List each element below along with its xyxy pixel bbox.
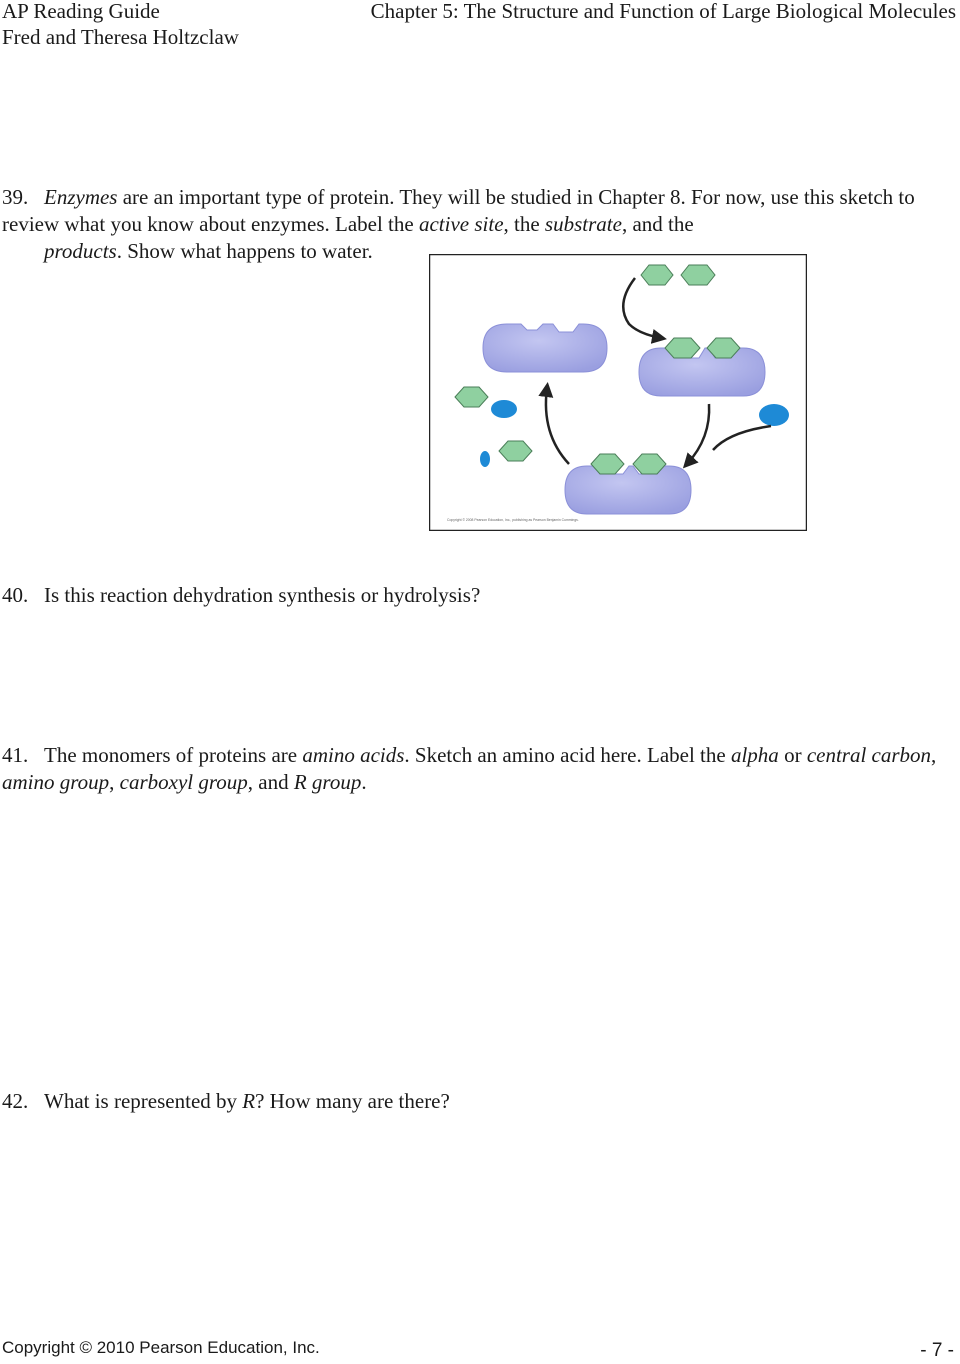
question-42	[2, 1088, 450, 1115]
free-hexagon	[681, 265, 715, 285]
water-molecule	[491, 400, 517, 418]
question-text: ? How many are there?	[255, 1089, 450, 1113]
term-amino-acids: amino acids	[302, 743, 405, 767]
question-text: , the	[503, 212, 545, 236]
question-text: The monomers of proteins are	[44, 743, 303, 767]
water-molecule	[480, 451, 490, 467]
water-molecule	[759, 404, 789, 426]
header-chapter-title: Chapter 5: The Structure and Function of Large Biological Molecules	[370, 0, 956, 23]
question-number: 40.	[2, 583, 29, 607]
term-carboxyl-group: carboxyl group	[119, 770, 248, 794]
question-text: are an important type of protein. They will be studied in Chapter 8. For now, use this sketch to review what you know about enzymes. Label the	[2, 185, 915, 236]
question-number: 42.	[2, 1089, 29, 1113]
question-text: ,	[931, 743, 937, 767]
term-r: R	[242, 1089, 256, 1113]
term-products: products	[44, 239, 117, 263]
term-enzymes: Enzymes	[44, 185, 118, 209]
enzyme-reaction-figure	[429, 254, 807, 531]
header-course-title: AP Reading Guide	[2, 0, 160, 23]
term-substrate: substrate	[544, 212, 622, 236]
question-number: 39.	[2, 185, 29, 209]
question-text: or	[778, 743, 807, 767]
question-41	[2, 742, 957, 796]
question-number: 41.	[2, 743, 29, 767]
question-40	[2, 582, 480, 609]
header-authors: Fred and Theresa Holtzclaw	[2, 25, 239, 49]
page-number: - 7 -	[920, 1340, 954, 1361]
term-alpha: alpha	[730, 743, 779, 767]
question-text: . Sketch an amino acid here. Label the	[404, 743, 731, 767]
term-active-site: active site	[418, 212, 504, 236]
footer-copyright: Copyright © 2010 Pearson Education, Inc.	[2, 1338, 320, 1357]
term-amino-group: amino group	[2, 770, 110, 794]
question-text: .	[361, 770, 367, 794]
enzyme-empty	[483, 324, 607, 372]
question-text: , and	[247, 770, 294, 794]
question-text: . Show what happens to water.	[116, 239, 373, 263]
figure-copyright: Copyright © 2008 Pearson Education, Inc., publishing as Pearson Benjamin Cummings.	[447, 518, 579, 522]
question-39	[2, 184, 927, 265]
question-text: , and the	[621, 212, 694, 236]
question-text: What is represented by	[44, 1089, 243, 1113]
question-text: ,	[109, 770, 120, 794]
enzyme-with-substrate	[639, 348, 765, 396]
enzyme-with-products	[565, 466, 691, 514]
term-central-carbon: central carbon	[806, 743, 932, 767]
question-text: Is this reaction dehydration synthesis or hydrolysis?	[44, 583, 481, 607]
term-r-group: R group	[293, 770, 362, 794]
